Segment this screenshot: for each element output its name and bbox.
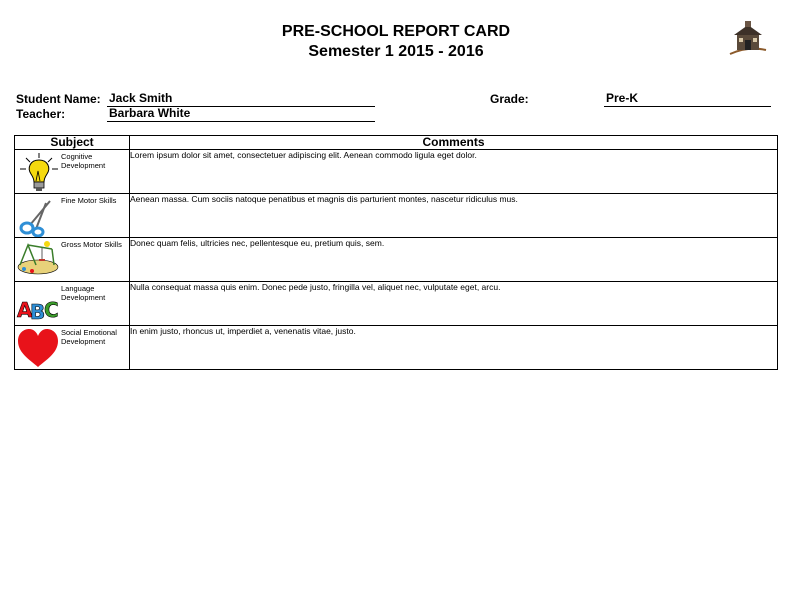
- subject-cell: [15, 282, 130, 326]
- table-row: [15, 150, 778, 194]
- comment-cell: Lorem ipsum dolor sit amet, consectetuer adipiscing elit. Aenean commodo ligula eget dolor.: [130, 150, 778, 194]
- subject-label: Language Development: [61, 284, 106, 302]
- playground-icon: [16, 239, 60, 281]
- report-title: PRE-SCHOOL REPORT CARD: [281, 23, 511, 40]
- heart-icon: [16, 327, 60, 369]
- svg-text:C: C: [44, 298, 59, 322]
- student-name-field: [107, 91, 375, 107]
- schoolhouse-icon: [728, 20, 768, 56]
- student-name-label: Student Name:: [16, 92, 101, 106]
- table-row: [15, 326, 778, 370]
- comment-cell: In enim justo, rhoncus ut, imperdiet a, venenatis vitae, justo.: [130, 326, 778, 370]
- table-row: [15, 238, 778, 282]
- report-table: [14, 135, 778, 370]
- grade-field: [604, 91, 771, 107]
- svg-text:A: A: [17, 298, 33, 322]
- subject-label: Gross Motor Skills: [61, 240, 122, 249]
- scissors-icon: [16, 195, 60, 237]
- abc-blocks-icon: [16, 283, 60, 325]
- comments-column-header: Comments: [130, 136, 778, 150]
- grade-label: Grade:: [490, 92, 529, 106]
- subject-label: Cognitive Development: [61, 152, 106, 170]
- svg-text:B: B: [30, 300, 46, 324]
- subject-cell: [15, 238, 130, 282]
- teacher-label: Teacher:: [16, 107, 66, 121]
- teacher-field: [107, 106, 375, 122]
- report-semester: Semester 1 2015 - 2016: [308, 43, 484, 60]
- subject-column-header: Subject: [15, 136, 130, 150]
- subject-label: Fine Motor Skills: [61, 196, 117, 205]
- table-row: [15, 282, 778, 326]
- table-header-row: [15, 136, 778, 150]
- comment-cell: Aenean massa. Cum sociis natoque penatibus et magnis dis parturient montes, nascetur ridiculus mus.: [130, 194, 778, 238]
- subject-cell: [15, 194, 130, 238]
- subject-cell: [15, 326, 130, 370]
- teacher-value: Barbara White: [109, 106, 191, 120]
- comment-cell: Nulla consequat massa quis enim. Donec pede justo, fringilla vel, aliquet nec, vulputate eget, arcu.: [130, 282, 778, 326]
- grade-value: Pre-K: [606, 91, 639, 105]
- report-title-block: [0, 22, 792, 62]
- comment-cell: Donec quam felis, ultricies nec, pellentesque eu, pretium quis, sem.: [130, 238, 778, 282]
- lightbulb-icon: [16, 151, 60, 193]
- student-name-value: Jack Smith: [109, 91, 173, 105]
- subject-cell: [15, 150, 130, 194]
- subject-label: Social Emotional Development: [61, 328, 117, 346]
- table-row: [15, 194, 778, 238]
